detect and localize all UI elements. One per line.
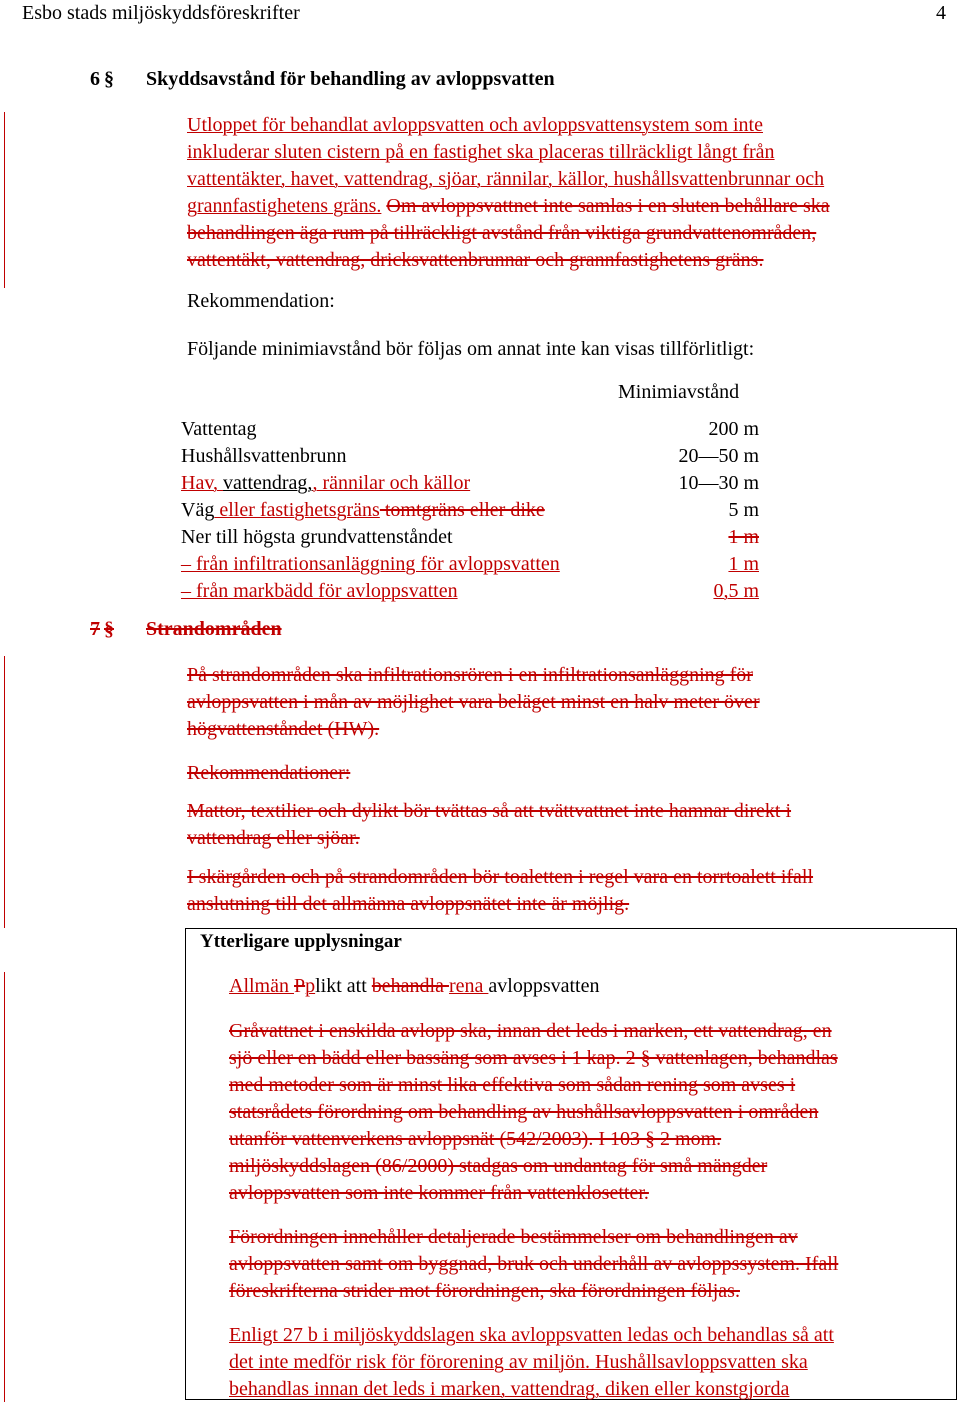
change-bar xyxy=(4,972,5,1402)
deleted-text: behandlingen äga rum på tillräckligt avstånd från viktiga grundvattenområden, xyxy=(187,222,817,244)
paragraph-line xyxy=(187,220,830,247)
table-row xyxy=(181,472,759,499)
recommendation-label: Rekommendation: xyxy=(187,290,335,312)
table-row-label xyxy=(181,499,545,522)
deleted-text: Förordningen innehåller detaljerade bestämmelser om behandlingen av xyxy=(229,1226,798,1248)
table-row-value: 20—50 m xyxy=(678,445,759,467)
inserted-text: , rännilar och källor xyxy=(312,472,471,494)
deleted-text: statsrådets förordning om behandling av hushållsavloppsvatten i områden xyxy=(229,1101,819,1123)
section-6-number: 6 xyxy=(90,68,100,90)
paragraph-line xyxy=(187,112,830,139)
table-row xyxy=(181,580,759,607)
inserted-text: p xyxy=(305,975,316,997)
section-7-number: 7 xyxy=(90,618,100,640)
plain-text: Väg xyxy=(181,499,215,521)
deleted-text: tomtgräns eller dike xyxy=(379,499,545,521)
recommendations-label: Rekommendationer: xyxy=(187,762,351,784)
plain-text: avloppsvatten xyxy=(488,975,600,997)
table-row xyxy=(181,553,759,580)
table-row-label: Hushållsvattenbrunn xyxy=(181,445,347,467)
table-row-value: 0,5 m xyxy=(713,580,759,602)
deleted-text: På strandområden ska infiltrationsrören i en infiltrationsanläggning för xyxy=(187,664,753,686)
inserted-text: grannfastighetens gräns. xyxy=(187,195,382,217)
table-row-label: Ner till högsta grundvattenståndet xyxy=(181,526,453,548)
deleted-text: P xyxy=(294,975,306,997)
table-row-label xyxy=(181,472,470,495)
table-row-label: Vattentag xyxy=(181,418,257,440)
section-7-title: Strandområden xyxy=(146,618,282,640)
table-row xyxy=(181,418,759,445)
section-7-paragraph xyxy=(187,662,760,743)
inserted-text: inkluderar sluten cistern på en fastighet ska placeras tillräckligt långt från xyxy=(187,141,775,163)
info-box-title: Ytterligare upplysningar xyxy=(200,931,402,952)
section-7-paragraph xyxy=(187,864,813,918)
deleted-text: avloppsvatten som inte kommer från vattenklosetter. xyxy=(229,1182,649,1204)
inserted-text: Enligt 27 b i miljöskyddslagen ska avloppsvatten ledas och behandlas så att xyxy=(229,1324,834,1346)
table-row xyxy=(181,526,759,553)
recommendation-text: Följande minimiavstånd bör följas om annat inte kan visas tillförlitligt: xyxy=(187,338,755,360)
deleted-text: Gråvattnet i enskilda avlopp ska, innan det leds i marken, ett vattendrag, en xyxy=(229,1020,832,1042)
inserted-text: rena xyxy=(448,975,489,997)
table-row-value: 5 m xyxy=(728,499,759,521)
section-6-title: Skyddsavstånd för behandling av avloppsvatten xyxy=(146,68,555,90)
deleted-text: avloppsvatten i mån av möjlighet vara beläget minst en halv meter över xyxy=(187,691,760,713)
inserted-text: eller fastighetsgräns xyxy=(214,499,380,521)
deleted-text: utanför vattenverkens avloppsnät (542/2003). I 103 § 2 mom. xyxy=(229,1128,722,1150)
inserted-text: Hav, xyxy=(181,472,224,494)
document-header-title: Esbo stads miljöskyddsföreskrifter xyxy=(22,2,300,24)
underlined-text: vattendrag, xyxy=(223,472,313,494)
info-box-paragraph xyxy=(229,1322,834,1403)
change-bar xyxy=(4,656,5,928)
change-bar xyxy=(4,112,5,288)
table-row xyxy=(181,445,759,472)
table-row-label: – från markbädd för avloppsvatten xyxy=(181,580,458,602)
deleted-text: med metoder som är minst lika effektiva som sådan rening som avses i xyxy=(229,1074,796,1096)
deleted-text: Mattor, textilier och dylikt bör tvättas så att tvättvattnet inte hamnar direkt i xyxy=(187,800,792,822)
section-7-symbol: § xyxy=(104,618,114,640)
deleted-text: vattendrag eller sjöar. xyxy=(187,827,360,849)
deleted-text: Om avloppsvattnet inte samlas i en sluten behållare ska xyxy=(386,195,830,217)
info-box-paragraph xyxy=(229,1018,838,1207)
table-row xyxy=(181,499,759,526)
inserted-text: behandlas innan det leds i marken, vattendrag, diken eller konstgjorda xyxy=(229,1378,790,1400)
inserted-text: Utloppet för behandlat avloppsvatten och avloppsvattensystem som inte xyxy=(187,114,763,136)
deleted-text: vattentäkt, vattendrag, dricksvattenbrunnar och grannfastighetens gräns. xyxy=(187,249,764,271)
section-6-symbol: § xyxy=(104,68,114,90)
page-number: 4 xyxy=(936,2,946,24)
table-row-value: 1 m xyxy=(728,553,759,575)
deleted-text: I skärgården och på strandområden bör toaletten i regel vara en torrtoalett ifall xyxy=(187,866,814,888)
table-row-value: 1 m xyxy=(728,526,759,548)
plain-text: likt att xyxy=(315,975,372,997)
paragraph-line xyxy=(187,193,830,220)
section-7-paragraph xyxy=(187,798,791,852)
deleted-text: miljöskyddslagen (86/2000) stadgas om undantag för små mängder xyxy=(229,1155,768,1177)
deleted-text: sjö eller en bädd eller bassäng som avses i 1 kap. 2 § vattenlagen, behandlas xyxy=(229,1047,838,1069)
table-row-value: 200 m xyxy=(708,418,759,440)
table-row-value: 10—30 m xyxy=(678,472,759,494)
table-header-minimiavstand: Minimiavstånd xyxy=(618,381,740,403)
paragraph-line xyxy=(187,247,830,274)
deleted-text: anslutning till det allmänna avloppsnätet inte är möjlig. xyxy=(187,893,630,915)
deleted-text: behandla xyxy=(371,975,449,997)
deleted-text: högvattenståndet (HW). xyxy=(187,718,380,740)
section-6-paragraph xyxy=(187,112,830,274)
deleted-text: föreskrifterna strider mot förordningen, ska förordningen följas. xyxy=(229,1280,740,1302)
info-box-heading xyxy=(229,973,600,1000)
paragraph-line xyxy=(187,166,830,193)
inserted-text: det inte medför risk för förorening av miljön. Hushållsavloppsvatten ska xyxy=(229,1351,808,1373)
info-box-paragraph xyxy=(229,1224,838,1305)
deleted-text: avloppsvatten samt om byggnad, bruk och underhåll av avloppssystem. Ifall xyxy=(229,1253,839,1275)
paragraph-line xyxy=(187,139,830,166)
inserted-text: Allmän xyxy=(229,975,294,997)
inserted-text: vattentäkter, havet, vattendrag, sjöar, rännilar, källor, hushållsvattenbrunnar och xyxy=(187,168,825,190)
table-row-label: – från infiltrationsanläggning för avloppsvatten xyxy=(181,553,560,575)
